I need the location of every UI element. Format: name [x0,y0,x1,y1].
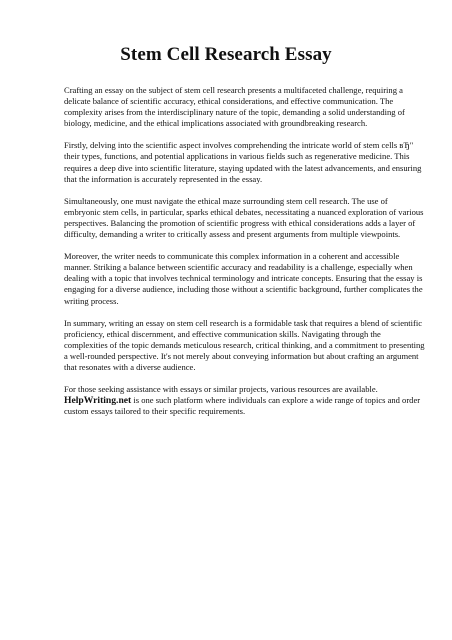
paragraph-closing [64,384,426,417]
paragraph-summary: In summary, writing an essay on stem cell research is a formidable task that requires a blend of scientific proficiency, ethical discernment, and effective communication skills. Navigating through the complexities of the topic demands meticulous research, critical thinking, and a commitment to presenting a well-rounded perspective. It's not merely about conveying information but about crafting an argument that resonates with a diverse audience. [64,317,425,372]
closing-rest: is one such platform where individuals can explore a wide range of topics and order custom essays tailored to their specific requirements. [64,395,421,417]
paragraph-ethical-maze: Simultaneously, one must navigate the ethical maze surrounding stem cell research. The use of embryonic stem cells, in particular, sparks ethical debates, necessitating a nuanced exploration of various perspectives. Balancing the promotion of scientific progress with ethical considerations adds a layer of difficulty, demanding a writer to critically assess and present arguments from multiple viewpoints. [64,195,424,240]
brand-name: HelpWriting.net [64,395,132,407]
paragraph-communication: Moreover, the writer needs to communicate this complex information in a coherent and accessible manner. Striking a balance between scientific accuracy and readability is a challenge, especially when dealing with a topic that involves technical terminology and intricate concepts. Ensuring that the essay is engaging for a diverse audience, including those without a scientific background, further complicates the writing process. [64,251,423,306]
paragraph-intro: Crafting an essay on the subject of stem cell research presents a multifaceted challenge, requiring a delicate balance of scientific accuracy, ethical considerations, and effective communication. The complexity arises from the interdisciplinary nature of the topic, demanding a solid understanding of biology, medicine, and the ethical implications associated with groundbreaking research. [64,85,405,129]
document-body [64,85,426,428]
document-title: Stem Cell Research Essay [120,44,332,65]
paragraph-scientific-aspect: Firstly, delving into the scientific aspect involves comprehending the intricate world of stem cells вЂ" their types, functions, and potential applications in various fields such as regenerative medicine. This requires a deep dive into scientific literature, staying updated with the latest advancements, and ensuring that the information is accurately represented in the essay. [64,140,422,184]
closing-lead: For those seeking assistance with essays or similar projects, various resources are available. [64,384,378,395]
